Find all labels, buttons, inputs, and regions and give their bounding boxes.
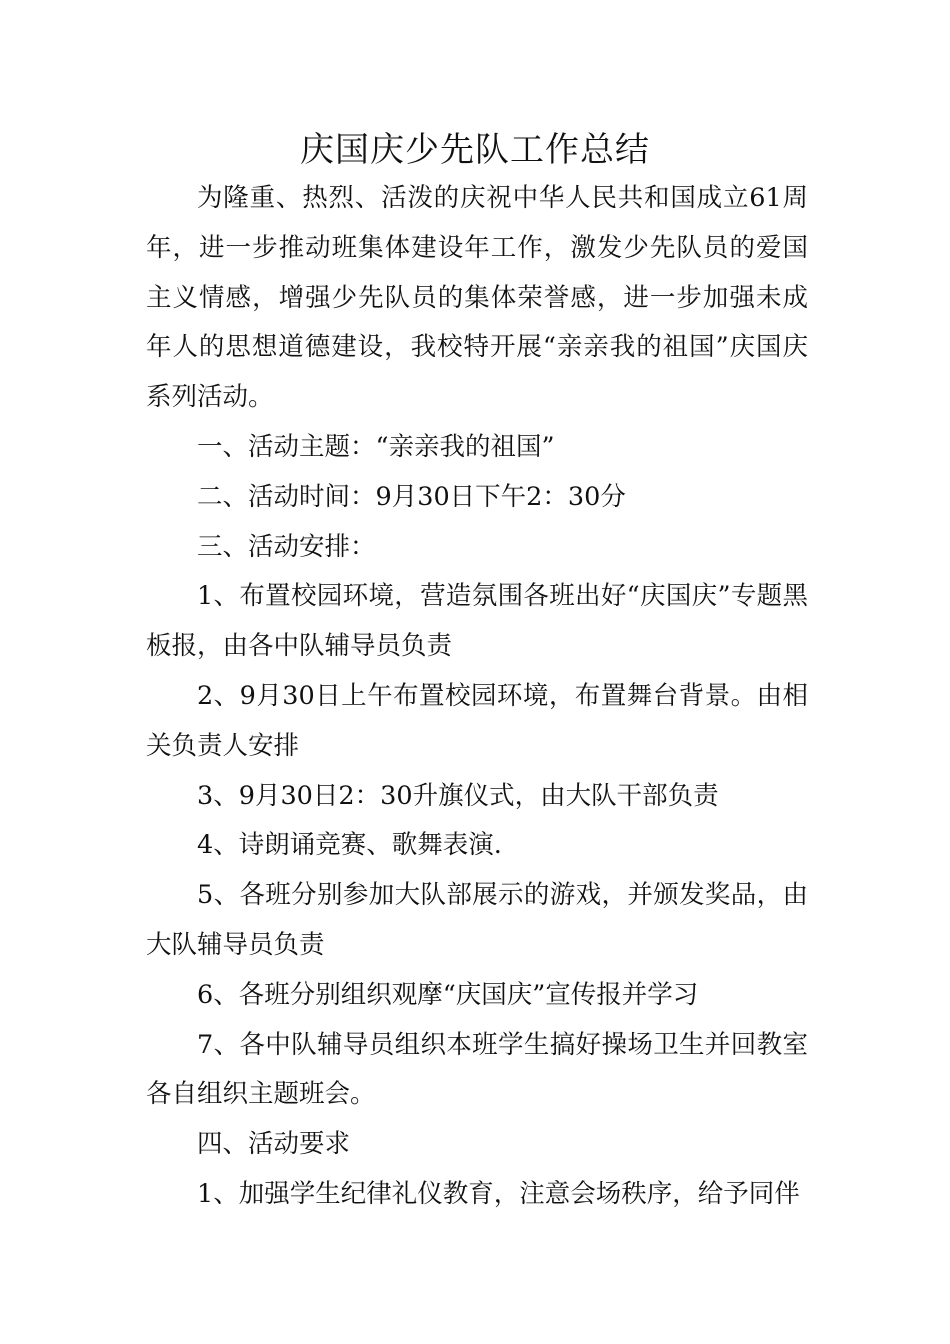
paragraph-arrangement-5: 5、各班分别参加大队部展示的游戏，并颁发奖品，由大队辅导员负责: [146, 880, 808, 960]
paragraph-arrangement-7: 7、各中队辅导员组织本班学生搞好操场卫生并回教室各自组织主题班会。: [146, 1029, 808, 1110]
paragraph-arrangement-1: 1、布置校园环境，营造氛围各班出好“庆国庆”专题黑板报，由各中队辅导员负责: [146, 581, 808, 662]
document-title: 庆国庆少先队工作总结: [300, 130, 650, 170]
document-body: [146, 174, 808, 1220]
paragraph-arrangement-3: 3、9月30日2：30升旗仪式，由大队干部负责: [197, 780, 719, 811]
paragraph-requirements-heading: 四、活动要求: [197, 1129, 351, 1160]
paragraph-arrangement-6: 6、各班分别组织观摩“庆国庆”宣传报并学习: [197, 979, 699, 1010]
paragraph-arrangement-heading: 三、活动安排：: [197, 531, 376, 562]
paragraph-theme: 一、活动主题：“亲亲我的祖国”: [197, 431, 555, 462]
paragraph-arrangement-2: 2、9月30日上午布置校园环境，布置舞台背景。由相关负责人安排: [146, 680, 808, 761]
paragraph-intro: 为隆重、热烈、活泼的庆祝中华人民共和国成立61周年，进一步推动班集体建设年工作，激发少先队员的爱国主义情感，增强少先队员的集体荣誉感，进一步加强未成年人的思想道德建设，我校特开展“亲亲我的祖国”庆国庆系列活动。: [146, 183, 808, 413]
paragraph-time: 二、活动时间：9月30日下午2：30分: [197, 481, 626, 512]
paragraph-arrangement-4: 4、诗朗诵竞赛、歌舞表演.: [197, 830, 502, 861]
paragraph-requirement-1: 1、加强学生纪律礼仪教育，注意会场秩序，给予同伴: [197, 1178, 800, 1209]
